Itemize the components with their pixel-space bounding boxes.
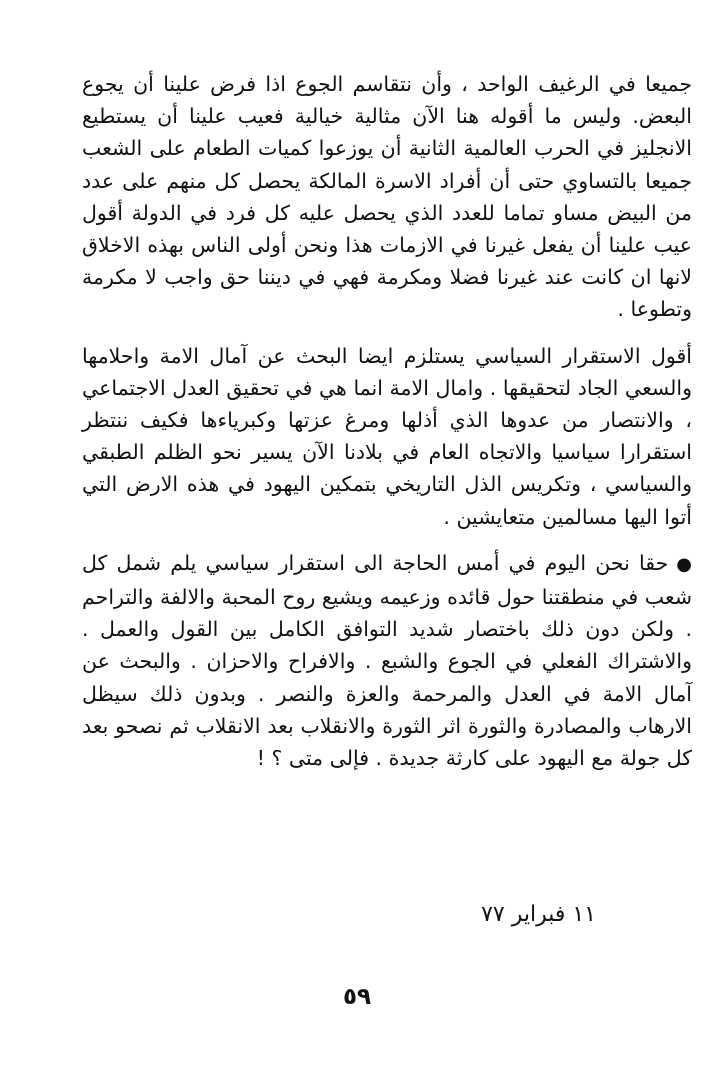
body-text (82, 68, 692, 788)
bullet-icon: ● (676, 553, 692, 575)
page-number: ٥٩ (342, 984, 372, 1010)
paragraph-2 (82, 340, 692, 533)
paragraph-1-text: جميعا في الرغيف الواحد ، وأن نتقاسم الجوع اذا فرض علينا أن يجوع البعض. وليس ما أقوله هنا الآن مثالية خيالية فعيب علينا أن يستطيع الانجليز في الحرب العالمية الثانية أن يوزعوا كميات الطعام على الشعب جميعا بالتساوي حتى أن أفراد الاسرة المالكة يحصل كل منهم على عدد من البيض مساو تماما للعدد الذي يحصل عليه كل فرد في الدولة أقول عيب علينا أن يفعل غيرنا في الازمات هذا ونحن أولى الناس بهذه الاخلاق لانها ان كانت عند غيرنا فضلا ومكرمة فهي في ديننا حق واجب لا مكرمة وتطوعا . (82, 72, 692, 322)
paragraph-2-text: أقول الاستقرار السياسي يستلزم ايضا البحث عن آمال الامة واحلامها والسعي الجاد لتحقيقها . وامال الامة انما هي في تحقيق العدل الاجتماعي ، والانتصار من عدوها الذي أذلها ومرغ عزتها وكبرياءها فكيف ننتظر استقرارا سياسيا والاتجاه العام في بلادنا الآن يسير نحو الظلم الطبقي والسياسي ، وتكريس الذل التاريخي بتمكين اليهود في هذه الارض التي أتوا اليها مسالمين متعايشين . (82, 343, 692, 529)
paragraph-3 (82, 547, 692, 774)
paragraph-1 (82, 68, 692, 326)
paragraph-3-text: حقا نحن اليوم في أمس الحاجة الى استقرار سياسي يلم شمل كل شعب في منطقتنا حول قائده وزعيمه ويشيع روح المحبة والالفة والتراحم . ولكن دون ذلك باختصار شديد التوافق الكامل بين القول والعمل . والاشتراك الفعلي في الجوع والشبع . والافراح والاحزان . والبحث عن آمال الامة في العدل والمرحمة والعزة والنصر . وبدون ذلك سيظل الارهاب والمصادرة والثورة اثر الثورة والانقلاب بعد الانقلاب ثم نصحو بعد كل جولة مع اليهود على كارثة جديدة . فإلى متى ؟ ! (82, 550, 692, 771)
article-date: ١١ فبراير ٧٧ (481, 902, 596, 927)
